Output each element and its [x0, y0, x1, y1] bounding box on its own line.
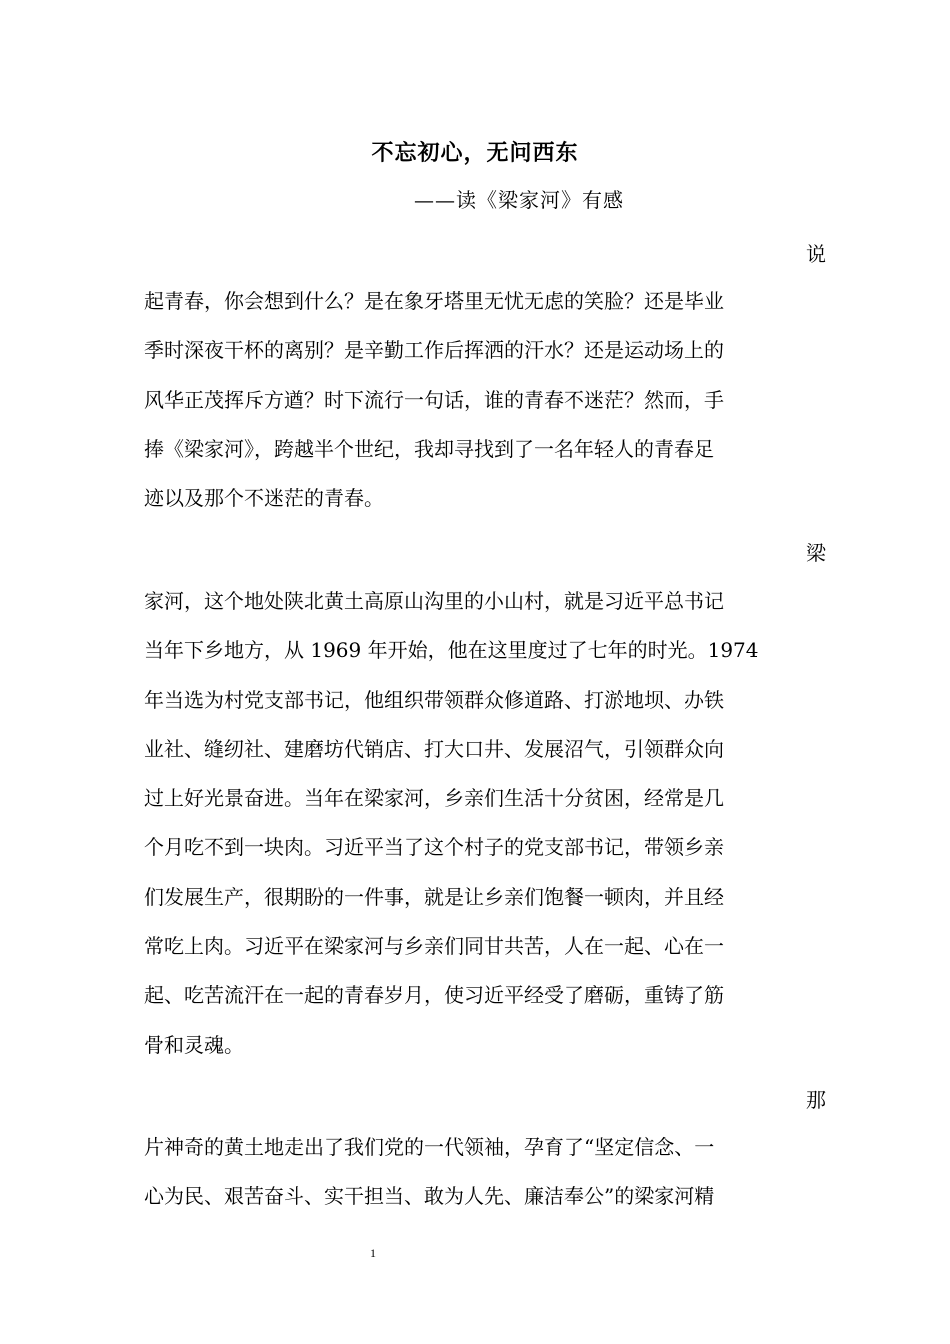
paragraph-line: 季时深夜干杯的离别？是辛勤工作后挥洒的汗水？还是运动场上的 — [144, 338, 724, 363]
paragraph-line: 家河，这个地处陕北黄土高原山沟里的小山村，就是习近平总书记 — [144, 589, 724, 613]
paragraph-line: 过上好光景奋进。当年在梁家河，乡亲们生活十分贫困，经常是几 — [144, 786, 724, 811]
paragraph-2 — [144, 577, 814, 1070]
paragraph-1-drop-char: 说 — [806, 242, 826, 266]
paragraph-line: 风华正茂挥斥方遒？时下流行一句话，谁的青春不迷茫？然而，手 — [144, 387, 724, 412]
paragraph-line: 年当选为村党支部书记，他组织带领群众修道路、打淤地坝、办铁 — [144, 687, 724, 712]
paragraph-line: 起、吃苦流汗在一起的青春岁月，使习近平经受了磨砺，重铸了筋 — [144, 983, 724, 1008]
paragraph-line: 们发展生产，很期盼的一件事，就是让乡亲们饱餐一顿肉，并且经 — [144, 884, 724, 909]
paragraph-line: 起青春，你会想到什么？是在象牙塔里无忧无虑的笑脸？还是毕业 — [144, 289, 724, 313]
paragraph-line: 捧《梁家河》，跨越半个世纪，我却寻找到了一名年轻人的青春足 — [144, 436, 714, 461]
paragraph-2-drop-char: 梁 — [806, 541, 826, 565]
paragraph-line: 常吃上肉。习近平在梁家河与乡亲们同甘共苦，人在一起、心在一 — [144, 934, 724, 959]
paragraph-line: 个月吃不到一块肉。习近平当了这个村子的党支部书记，带领乡亲 — [144, 835, 724, 860]
paragraph-line: 骨和灵魂。 — [144, 1032, 244, 1057]
page-number: 1 — [370, 1246, 376, 1260]
document-subtitle: ——读《梁家河》有感 — [414, 188, 624, 212]
paragraph-1 — [144, 277, 814, 523]
paragraph-line: 迹以及那个不迷茫的青春。 — [144, 486, 384, 511]
document-title: 不忘初心，无问西东 — [371, 140, 579, 166]
paragraph-line: 业社、缝纫社、建磨坊代销店、打大口井、发展沼气，引领群众向 — [144, 736, 724, 761]
paragraph-3-drop-char: 那 — [806, 1088, 826, 1112]
paragraph-3 — [144, 1123, 814, 1222]
paragraph-line: 当年下乡地方，从 1969 年开始，他在这里度过了七年的时光。1974 — [144, 638, 759, 663]
paragraph-line: 心为民、艰苦奋斗、实干担当、敢为人先、廉洁奉公”的梁家河精 — [144, 1184, 715, 1209]
paragraph-line: 片神奇的黄土地走出了我们党的一代领袖，孕育了“坚定信念、一 — [144, 1135, 715, 1159]
